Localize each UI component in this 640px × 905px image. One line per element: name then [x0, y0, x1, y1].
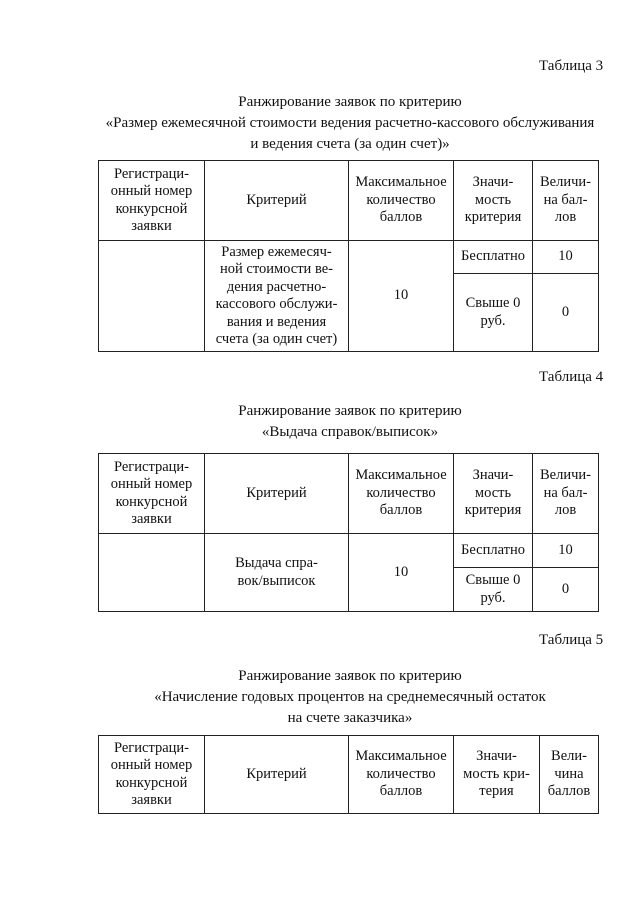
table-row	[99, 534, 599, 568]
header-criterion: Критерий	[205, 736, 349, 814]
value-cell: Бесплатно	[454, 534, 533, 568]
criterion-cell: Размер ежемесяч- ной стоимости ве- дения расчетно- кассового обслужи- вания и ведения счета (за один счет)	[205, 241, 349, 352]
title-line: «Размер ежемесячной стоимости ведения расчетно-кассового обслуживания	[105, 115, 595, 131]
table-header-row	[99, 454, 599, 534]
header-max-points: Максимальное количество баллов	[349, 161, 454, 241]
points-cell: 10	[533, 534, 599, 568]
header-value: Значи- мость критерия	[454, 161, 533, 241]
table4-label: Таблица 4	[539, 369, 604, 385]
max-points-cell: 10	[349, 534, 454, 612]
header-criterion: Критерий	[205, 161, 349, 241]
title-line: «Выдача справок/выписок»	[261, 424, 439, 440]
title-line: Ранжирование заявок по критерию	[238, 403, 462, 419]
table4-title	[60, 401, 640, 443]
header-value: Значи- мость критерия	[454, 454, 533, 534]
table3-label: Таблица 3	[539, 58, 604, 74]
header-points: Величи- на бал- лов	[533, 161, 599, 241]
table-header-row	[99, 736, 599, 814]
table-header-row	[99, 161, 599, 241]
header-reg-number: Регистраци- онный номер конкурсной заявки	[99, 454, 205, 534]
header-max-points: Максимальное количество баллов	[349, 454, 454, 534]
table4	[98, 453, 599, 612]
header-criterion: Критерий	[205, 454, 349, 534]
table3	[98, 160, 599, 352]
max-points-cell: 10	[349, 241, 454, 352]
value-cell: Свыше 0 руб.	[454, 568, 533, 612]
title-line: и ведения счета (за один счет)»	[250, 136, 450, 152]
header-points: Вели- чина баллов	[540, 736, 599, 814]
header-value: Значи- мость кри- терия	[454, 736, 540, 814]
points-cell: 0	[533, 274, 599, 352]
value-cell: Свыше 0 руб.	[454, 274, 533, 352]
title-line: Ранжирование заявок по критерию	[238, 668, 462, 684]
points-cell: 10	[533, 241, 599, 274]
title-line: Ранжирование заявок по критерию	[238, 94, 462, 110]
reg-number-cell	[99, 241, 205, 352]
title-line: «Начисление годовых процентов на среднемесячный остаток	[154, 689, 546, 705]
header-reg-number: Регистраци- онный номер конкурсной заявки	[99, 736, 205, 814]
table5-title	[60, 666, 640, 729]
header-max-points: Максимальное количество баллов	[349, 736, 454, 814]
table3-title	[60, 92, 640, 155]
table5	[98, 735, 599, 814]
criterion-cell: Выдача спра- вок/выписок	[205, 534, 349, 612]
reg-number-cell	[99, 534, 205, 612]
table5-label: Таблица 5	[539, 632, 604, 648]
points-cell: 0	[533, 568, 599, 612]
table-row	[99, 241, 599, 274]
title-line: на счете заказчика»	[287, 710, 413, 726]
header-reg-number: Регистраци- онный номер конкурсной заявки	[99, 161, 205, 241]
value-cell: Бесплатно	[454, 241, 533, 274]
header-points: Величи- на бал- лов	[533, 454, 599, 534]
